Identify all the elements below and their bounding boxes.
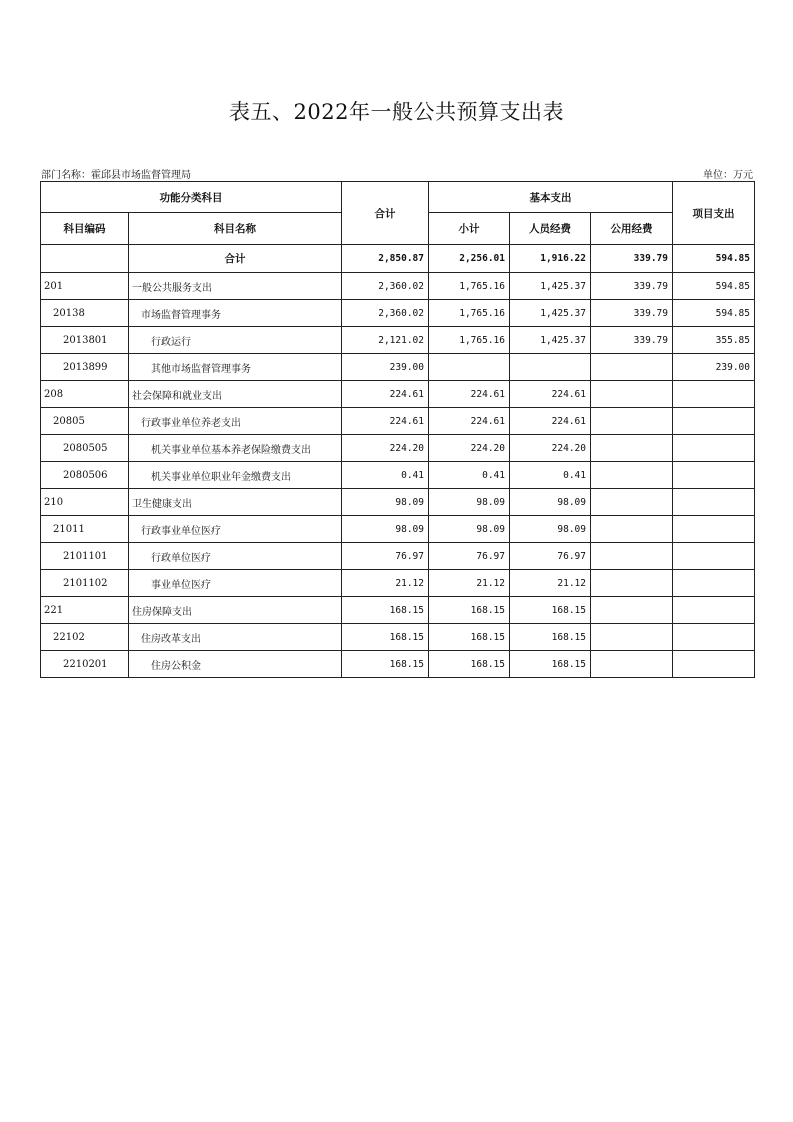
row-personnel: 76.97 bbox=[510, 543, 591, 570]
row-subtotal: 224.61 bbox=[429, 381, 510, 408]
row-code: 208 bbox=[41, 381, 129, 408]
total-label: 合计 bbox=[129, 245, 342, 273]
table-row bbox=[41, 273, 755, 300]
row-public: 339.79 bbox=[591, 327, 673, 354]
row-public bbox=[591, 489, 673, 516]
row-personnel: 1,425.37 bbox=[510, 327, 591, 354]
table-row bbox=[41, 408, 755, 435]
row-public bbox=[591, 381, 673, 408]
table-row bbox=[41, 354, 755, 381]
row-public bbox=[591, 651, 673, 678]
table-row bbox=[41, 327, 755, 354]
row-subtotal: 98.09 bbox=[429, 516, 510, 543]
row-subtotal: 21.12 bbox=[429, 570, 510, 597]
row-code: 2101101 bbox=[41, 543, 129, 570]
row-total: 168.15 bbox=[342, 624, 429, 651]
header-code: 科目编码 bbox=[41, 213, 129, 245]
row-code: 2080506 bbox=[41, 462, 129, 489]
table-row bbox=[41, 381, 755, 408]
row-personnel bbox=[510, 354, 591, 381]
row-code: 2080505 bbox=[41, 435, 129, 462]
budget-table bbox=[40, 181, 755, 678]
row-public: 339.79 bbox=[591, 300, 673, 327]
header-public: 公用经费 bbox=[591, 213, 673, 245]
row-project bbox=[673, 651, 755, 678]
row-public bbox=[591, 597, 673, 624]
row-code: 210 bbox=[41, 489, 129, 516]
row-subtotal: 224.20 bbox=[429, 435, 510, 462]
row-name: 一般公共服务支出 bbox=[129, 273, 342, 300]
row-code: 20138 bbox=[41, 300, 129, 327]
row-public bbox=[591, 516, 673, 543]
row-name: 机关事业单位职业年金缴费支出 bbox=[129, 462, 342, 489]
page-title: 表五、2022年一般公共预算支出表 bbox=[229, 100, 564, 124]
row-name: 事业单位医疗 bbox=[129, 570, 342, 597]
table-row bbox=[41, 651, 755, 678]
row-public bbox=[591, 543, 673, 570]
row-personnel: 98.09 bbox=[510, 489, 591, 516]
total-project: 594.85 bbox=[673, 245, 755, 273]
row-total: 0.41 bbox=[342, 462, 429, 489]
row-personnel: 1,425.37 bbox=[510, 273, 591, 300]
row-project bbox=[673, 408, 755, 435]
table-row bbox=[41, 516, 755, 543]
total-subtotal: 2,256.01 bbox=[429, 245, 510, 273]
row-project bbox=[673, 435, 755, 462]
row-total: 239.00 bbox=[342, 354, 429, 381]
row-code: 221 bbox=[41, 597, 129, 624]
row-name: 社会保障和就业支出 bbox=[129, 381, 342, 408]
row-name: 其他市场监督管理事务 bbox=[129, 354, 342, 381]
row-personnel: 1,425.37 bbox=[510, 300, 591, 327]
row-subtotal: 98.09 bbox=[429, 489, 510, 516]
row-total: 98.09 bbox=[342, 489, 429, 516]
row-subtotal: 1,765.16 bbox=[429, 327, 510, 354]
header-total: 合计 bbox=[342, 182, 429, 245]
row-public bbox=[591, 354, 673, 381]
row-name: 住房保障支出 bbox=[129, 597, 342, 624]
row-personnel: 168.15 bbox=[510, 597, 591, 624]
row-code: 2013899 bbox=[41, 354, 129, 381]
row-name: 住房公积金 bbox=[129, 651, 342, 678]
row-name: 行政运行 bbox=[129, 327, 342, 354]
total-personnel: 1,916.22 bbox=[510, 245, 591, 273]
table-row bbox=[41, 597, 755, 624]
row-total: 224.61 bbox=[342, 381, 429, 408]
row-subtotal: 224.61 bbox=[429, 408, 510, 435]
row-subtotal: 0.41 bbox=[429, 462, 510, 489]
row-project: 594.85 bbox=[673, 300, 755, 327]
table-row bbox=[41, 435, 755, 462]
total-total: 2,850.87 bbox=[342, 245, 429, 273]
row-subtotal: 1,765.16 bbox=[429, 273, 510, 300]
row-name: 行政单位医疗 bbox=[129, 543, 342, 570]
header-basic: 基本支出 bbox=[429, 182, 673, 213]
row-project bbox=[673, 543, 755, 570]
row-subtotal: 168.15 bbox=[429, 651, 510, 678]
row-public bbox=[591, 462, 673, 489]
total-code-cell bbox=[41, 245, 129, 273]
table-row bbox=[41, 300, 755, 327]
table-row bbox=[41, 624, 755, 651]
row-total: 76.97 bbox=[342, 543, 429, 570]
row-name: 住房改革支出 bbox=[129, 624, 342, 651]
row-personnel: 224.61 bbox=[510, 381, 591, 408]
row-personnel: 21.12 bbox=[510, 570, 591, 597]
row-name: 行政事业单位医疗 bbox=[129, 516, 342, 543]
row-total: 21.12 bbox=[342, 570, 429, 597]
row-total: 224.61 bbox=[342, 408, 429, 435]
header-subtotal: 小计 bbox=[429, 213, 510, 245]
row-project bbox=[673, 624, 755, 651]
row-project bbox=[673, 516, 755, 543]
row-personnel: 168.15 bbox=[510, 651, 591, 678]
header-name: 科目名称 bbox=[129, 213, 342, 245]
row-total: 2,360.02 bbox=[342, 300, 429, 327]
row-project bbox=[673, 381, 755, 408]
row-code: 2101102 bbox=[41, 570, 129, 597]
row-project bbox=[673, 570, 755, 597]
row-name: 机关事业单位基本养老保险缴费支出 bbox=[129, 435, 342, 462]
department-name: 部门名称：霍邱县市场监督管理局 bbox=[41, 170, 191, 181]
row-code: 22102 bbox=[41, 624, 129, 651]
table-row bbox=[41, 462, 755, 489]
table-row bbox=[41, 543, 755, 570]
row-project bbox=[673, 462, 755, 489]
row-total: 98.09 bbox=[342, 516, 429, 543]
row-code: 21011 bbox=[41, 516, 129, 543]
row-total: 224.20 bbox=[342, 435, 429, 462]
row-code: 2013801 bbox=[41, 327, 129, 354]
header-project: 项目支出 bbox=[673, 182, 755, 245]
row-total: 2,360.02 bbox=[342, 273, 429, 300]
row-public bbox=[591, 435, 673, 462]
row-name: 市场监督管理事务 bbox=[129, 300, 342, 327]
row-total: 2,121.02 bbox=[342, 327, 429, 354]
row-subtotal: 168.15 bbox=[429, 597, 510, 624]
row-public bbox=[591, 624, 673, 651]
table-row bbox=[41, 570, 755, 597]
row-project: 239.00 bbox=[673, 354, 755, 381]
table-row bbox=[41, 489, 755, 516]
row-personnel: 224.61 bbox=[510, 408, 591, 435]
row-personnel: 98.09 bbox=[510, 516, 591, 543]
unit-label: 单位：万元 bbox=[703, 170, 753, 181]
row-name: 行政事业单位养老支出 bbox=[129, 408, 342, 435]
row-public: 339.79 bbox=[591, 273, 673, 300]
row-subtotal: 168.15 bbox=[429, 624, 510, 651]
row-personnel: 0.41 bbox=[510, 462, 591, 489]
row-public bbox=[591, 570, 673, 597]
row-personnel: 168.15 bbox=[510, 624, 591, 651]
header-personnel: 人员经费 bbox=[510, 213, 591, 245]
header-function-class: 功能分类科目 bbox=[41, 182, 342, 213]
row-project: 355.85 bbox=[673, 327, 755, 354]
row-name: 卫生健康支出 bbox=[129, 489, 342, 516]
row-code: 20805 bbox=[41, 408, 129, 435]
row-personnel: 224.20 bbox=[510, 435, 591, 462]
row-project bbox=[673, 489, 755, 516]
total-public: 339.79 bbox=[591, 245, 673, 273]
row-total: 168.15 bbox=[342, 651, 429, 678]
row-code: 2210201 bbox=[41, 651, 129, 678]
row-subtotal: 76.97 bbox=[429, 543, 510, 570]
row-subtotal: 1,765.16 bbox=[429, 300, 510, 327]
header-row-1 bbox=[41, 182, 755, 213]
row-total: 168.15 bbox=[342, 597, 429, 624]
total-row bbox=[41, 245, 755, 273]
row-public bbox=[591, 408, 673, 435]
row-project: 594.85 bbox=[673, 273, 755, 300]
row-code: 201 bbox=[41, 273, 129, 300]
row-subtotal bbox=[429, 354, 510, 381]
row-project bbox=[673, 597, 755, 624]
